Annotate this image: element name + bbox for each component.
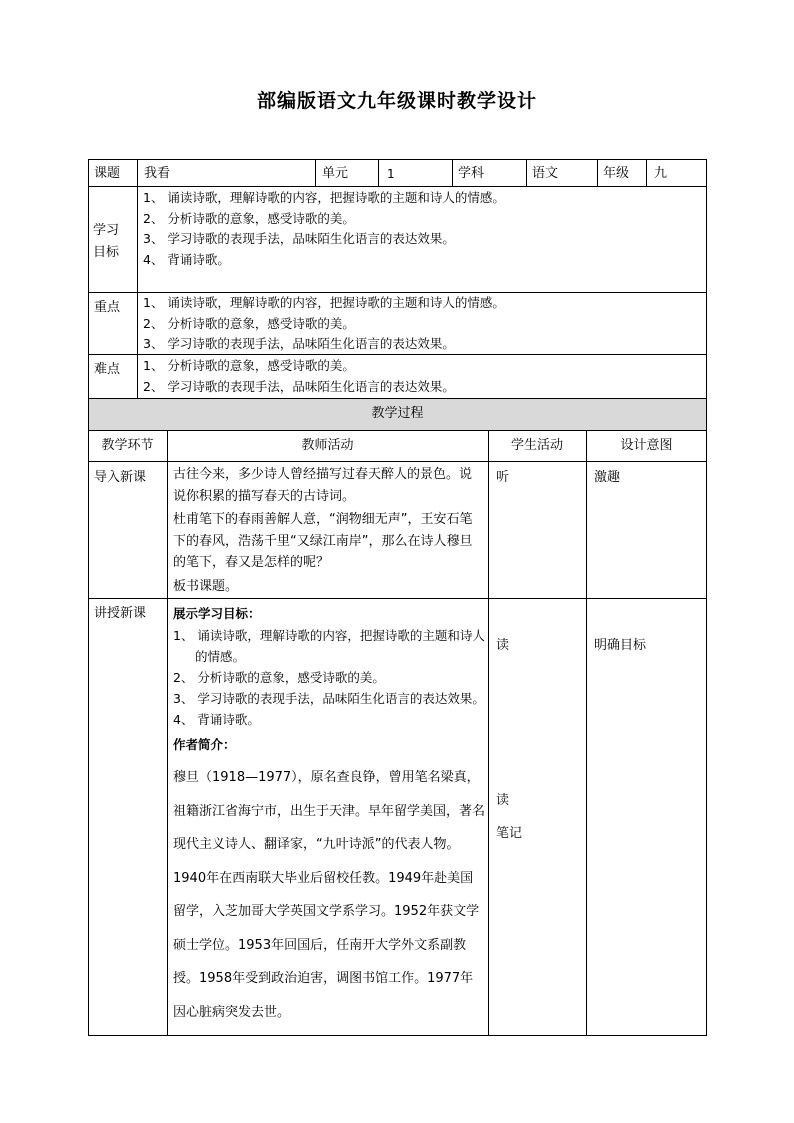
difficulties-list <box>143 356 455 397</box>
list-item: 1、 分析诗歌的意象，感受诗歌的美。 <box>143 358 355 373</box>
list-item: 1、 诵读诗歌，理解诗歌的内容，把握诗歌的主题和诗人的情感。 <box>173 628 485 664</box>
intro-paragraph: 古往今来，多少诗人曾经描写过春天醉人的景色。说说你积累的描写春天的古诗词。 <box>173 467 473 504</box>
lecture-teacher-activity <box>173 603 485 1029</box>
list-item: 3、 学习诗歌的表现手法，品味陌生化语言的表达效果。 <box>143 336 455 351</box>
lecture-student-read-2: 读 <box>496 793 510 808</box>
lesson-value: 我看 <box>144 166 171 181</box>
column-header-stage: 教学环节 <box>101 438 154 453</box>
column-header-teacher: 教师活动 <box>301 438 354 453</box>
unit-value: 1 <box>387 167 395 181</box>
list-item: 1、 诵读诗歌，理解诗歌的内容，把握诗歌的主题和诗人的情感。 <box>143 295 505 310</box>
goals-heading: 展示学习目标： <box>173 606 261 621</box>
author-heading: 作者简介： <box>173 737 236 752</box>
list-item: 3、 学习诗歌的表现手法，品味陌生化语言的表达效果。 <box>173 691 485 706</box>
intro-paragraph: 板书课题。 <box>173 578 239 594</box>
subject-label: 学科 <box>458 166 485 181</box>
intro-student-activity: 听 <box>496 470 510 485</box>
lecture-student-notes: 笔记 <box>496 826 523 841</box>
lecture-student-read-1: 读 <box>496 638 510 653</box>
list-item: 2、 分析诗歌的意象，感受诗歌的美。 <box>143 210 355 226</box>
list-item: 2、 分析诗歌的意象，感受诗歌的美。 <box>143 315 355 331</box>
lecture-stage: 讲授新课 <box>94 606 147 621</box>
intro-paragraph: 杜甫笔下的春雨善解人意，“润物细无声”，王安石笔下的春风，浩荡千里“又绿江南岸”，那么在诗人穆旦的笔下，春又是怎样的呢？ <box>173 512 473 570</box>
intro-stage: 导入新课 <box>94 470 147 485</box>
list-item: 2、 学习诗歌的表现手法，品味陌生化语言的表达效果。 <box>143 378 455 394</box>
key-points-list <box>143 293 505 355</box>
objectives-label: 学习目标 <box>93 223 120 260</box>
lesson-label: 课题 <box>94 166 121 181</box>
list-item: 2、 分析诗歌的意象，感受诗歌的美。 <box>173 670 385 685</box>
lecture-intent: 明确目标 <box>594 638 647 653</box>
grade-value: 九 <box>654 166 668 181</box>
grade-label: 年级 <box>603 166 630 181</box>
process-header: 教学过程 <box>371 406 424 421</box>
page-title: 部编版语文九年级课时教学设计 <box>256 90 537 112</box>
unit-label: 单元 <box>322 166 349 181</box>
list-item: 1、 诵读诗歌，理解诗歌的内容，把握诗歌的主题和诗人的情感。 <box>143 190 505 205</box>
column-header-student: 学生活动 <box>510 438 563 453</box>
column-header-intent: 设计意图 <box>620 438 673 453</box>
key-points-label: 重点 <box>94 300 121 315</box>
intro-intent: 激趣 <box>594 470 621 485</box>
subject-value: 语文 <box>532 166 559 181</box>
intro-teacher-activity <box>173 464 483 597</box>
list-item: 4、 背诵诗歌。 <box>173 712 260 727</box>
objectives-list <box>143 188 505 270</box>
author-bio: 穆旦（1918—1977），原名查良铮，曾用笔名梁真，祖籍浙江省海宁市，出生于天津。早年留学美国，著名现代主义诗人、翻译家，“九叶诗派”的代表人物。1940年在西南联大毕业后留校任教。1949年赴美国留学，入芝加哥大学英国文学系学习。1952年获文学硕士学位。1953年回国后，任南开大学外文系副教授。1958年受到政治迫害，调图书馆工作。1977年因心脏病突发去世。 <box>173 770 486 1020</box>
difficulties-label: 难点 <box>94 362 121 377</box>
list-item: 4、 背诵诗歌。 <box>143 251 230 267</box>
list-item: 3、 学习诗歌的表现手法，品味陌生化语言的表达效果。 <box>143 231 455 246</box>
